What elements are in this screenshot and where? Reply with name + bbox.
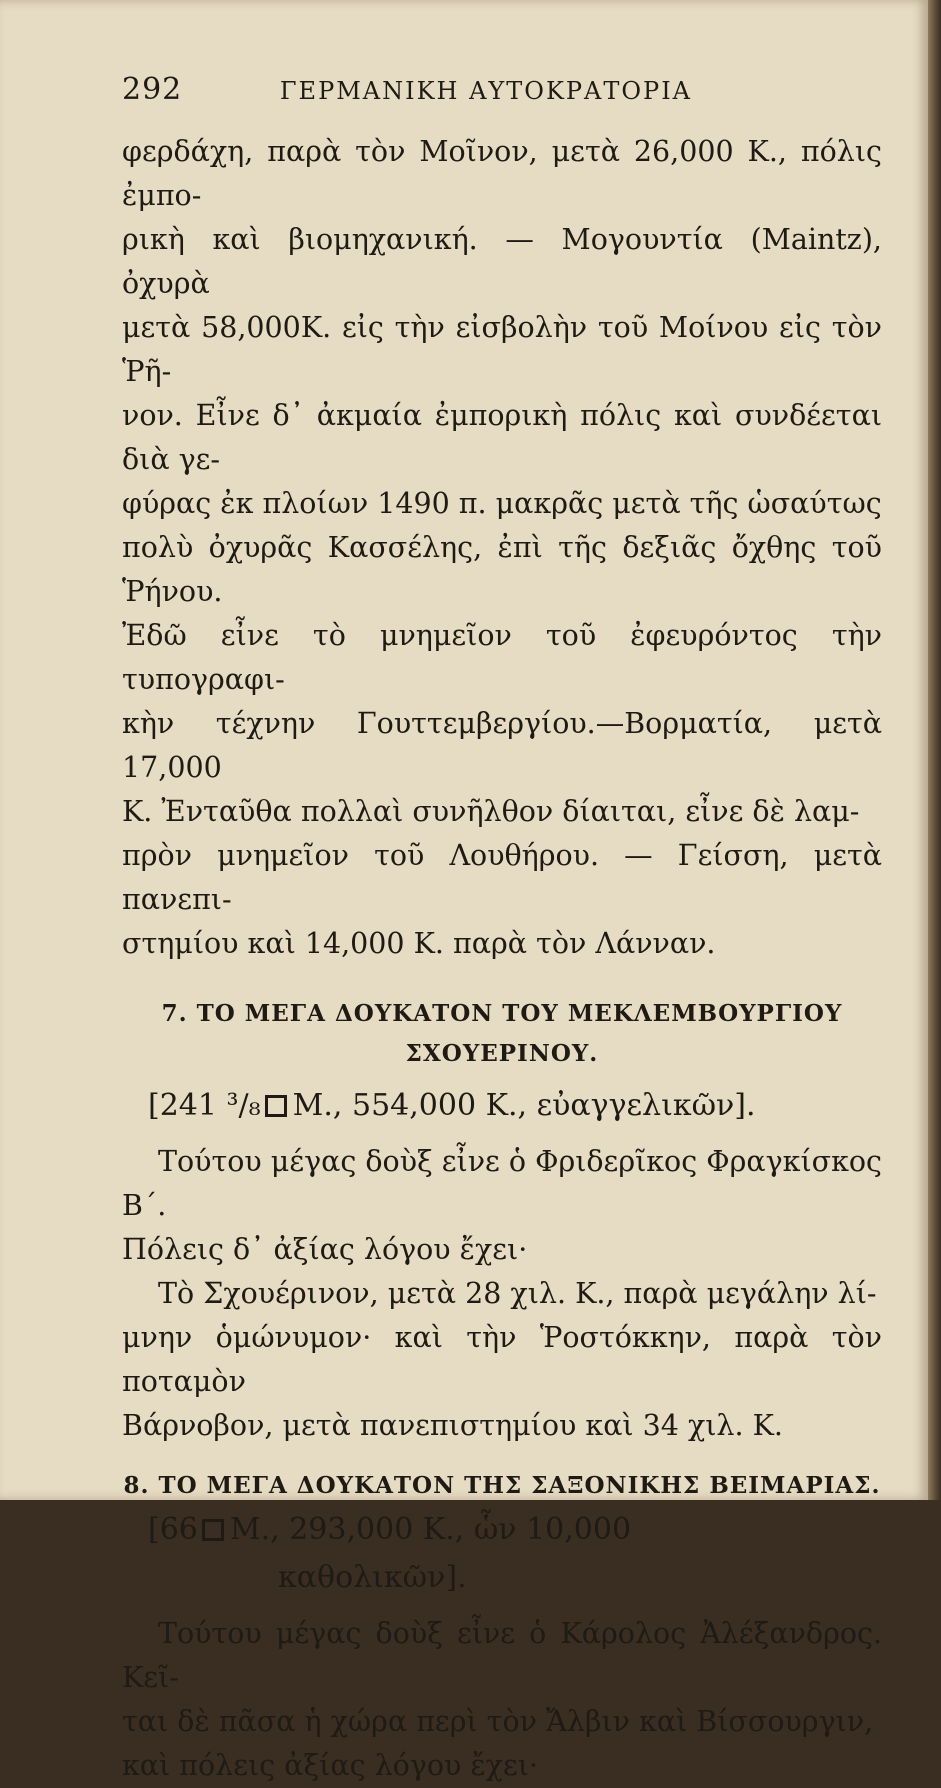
page-header <box>122 72 882 122</box>
section-8-title-line: 8. ΤΟ ΜΕΓΑ ΔΟΥΚΑΤΟΝ ΤΗΣ ΣΑΞΟΝΙΚΗΣ ΒΕΙΜΑΡΙΑΣ. <box>123 1472 881 1499</box>
text-line: φύρας ἐκ πλοίων 1490 π. μακρᾶς μετὰ τῆς ὡσαύτως <box>122 487 882 520</box>
section-8-stats-cont: καθολικῶν]. <box>278 1560 467 1595</box>
text-line: Τὸ Σχουέρινον, μετὰ 28 χιλ. Κ., παρὰ μεγάλην λί- <box>158 1277 877 1310</box>
text-line: Κ. Ἐνταῦθα πολλαὶ συνῆλθον δίαιται, εἶνε δὲ λαμ- <box>122 795 860 828</box>
section-7-stats-area: [241 ³/₈ <box>148 1088 261 1123</box>
text-line: Ἐδῶ εἶνε τὸ μνημεῖον τοῦ ἐφευρόντος τὴν τυπογραφι- <box>122 619 882 696</box>
intro-paragraph <box>122 130 882 966</box>
square-icon <box>265 1095 287 1117</box>
text-line: καὶ πόλεις ἀξίας λόγου ἔχει· <box>122 1749 538 1782</box>
text-line: Τούτου μέγας δοὺξ εἶνε ὁ Φριδερῖκος Φραγκίσκος Β΄. <box>122 1145 883 1222</box>
page-content <box>122 72 882 1788</box>
section-7-title-line1: 7. ΤΟ ΜΕΓΑ ΔΟΥΚΑΤΟΝ ΤΟΥ ΜΕΚΛΕΜΒΟΥΡΓΙΟΥ <box>161 1000 843 1027</box>
section-7-title-line2: ΣΧΟΥΕΡΙΝΟΥ. <box>405 1040 599 1067</box>
text-line: ρικὴ καὶ βιομηχανική. — Μογουντία (Maintz), ὀχυρὰ <box>122 223 882 300</box>
text-line: κὴν τέχνην Γουττεμβεργίου.—Βορματία, μετὰ 17,000 <box>122 707 882 784</box>
text-line: Πόλεις δ᾽ ἀξίας λόγου ἔχει· <box>122 1233 528 1266</box>
section-8-stats <box>148 1506 882 1602</box>
section-8-stats-area: [66 <box>148 1512 198 1547</box>
section-8-body <box>122 1612 882 1788</box>
section-7-body <box>122 1140 882 1448</box>
text-line: πρὸν μνημεῖον τοῦ Λουθήρου. — Γείσση, μετὰ πανεπι- <box>122 839 882 916</box>
square-icon <box>202 1519 224 1541</box>
text-line: στημίου καὶ 14,000 Κ. παρὰ τὸν Λάνναν. <box>122 927 716 960</box>
text-line: Τούτου μέγας δοὺξ εἶνε ὁ Κάρολος Ἀλέξανδρος. Κεῖ- <box>122 1617 882 1694</box>
section-7-stats-rest: Μ., 554,000 Κ., εὐαγγελικῶν]. <box>292 1088 756 1123</box>
text-line: Βάρνοβον, μετὰ πανεπιστημίου καὶ 34 χιλ. Κ. <box>122 1409 783 1442</box>
section-7-title <box>122 994 882 1074</box>
section-8-title <box>122 1466 882 1506</box>
section-7-stats <box>148 1082 882 1130</box>
running-head: ΓΕΡΜΑΝΙΚΗ ΑΥΤΟΚΡΑΤΟΡΙΑ <box>279 77 692 105</box>
text-line: φερδάχη, παρὰ τὸν Μοῖνον, μετὰ 26,000 Κ., πόλις ἐμπο- <box>122 135 882 212</box>
text-line: πολὺ ὀχυρᾶς Κασσέλης, ἐπὶ τῆς δεξιᾶς ὄχθης τοῦ Ῥήνου. <box>122 531 882 608</box>
page-number: 292 <box>122 72 183 107</box>
text-line: μνην ὁμώνυμον· καὶ τὴν Ῥοστόκκην, παρὰ τὸν ποταμὸν <box>122 1321 882 1398</box>
text-line: νον. Εἶνε δ᾽ ἀκμαία ἐμπορικὴ πόλις καὶ συνδέεται διὰ γε- <box>122 399 882 476</box>
page-edge <box>928 0 941 1500</box>
text-line: ται δὲ πᾶσα ἡ χώρα περὶ τὸν Ἄλβιν καὶ Βίσσουργιν, <box>122 1705 874 1738</box>
section-8-stats-rest: Μ., 293,000 Κ., ὧν 10,000 <box>229 1512 632 1547</box>
text-line: μετὰ 58,000Κ. εἰς τὴν εἰσβολὴν τοῦ Μοίνου εἰς τὸν Ῥῆ- <box>122 311 882 388</box>
